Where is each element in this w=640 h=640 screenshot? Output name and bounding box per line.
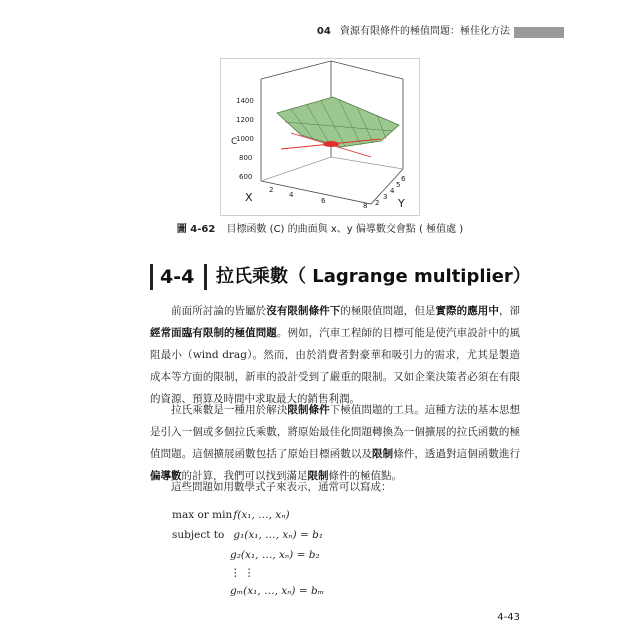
- c-axis-label: C: [231, 137, 238, 147]
- y-axis-label: Y: [398, 197, 405, 210]
- objective-surface: [277, 97, 399, 147]
- paragraph-3: [150, 476, 520, 498]
- c-tick: 600: [239, 173, 253, 181]
- section-number: 4-4: [160, 266, 195, 288]
- optimization-formula: [172, 505, 472, 605]
- figure-number: 圖 4-62: [176, 224, 216, 235]
- text: 這些問題如用數學式子來表示，通常可以寫成：: [171, 481, 392, 493]
- formula-expression: g₁(x₁, …, xₙ) = b₁: [233, 529, 324, 541]
- box-floor-front: [261, 169, 403, 204]
- c-tick: 800: [239, 154, 253, 162]
- figure-caption: [0, 220, 640, 235]
- formula-keyword: max or min: [172, 509, 233, 521]
- text: 條件的極值點。: [328, 470, 402, 482]
- c-tick: 1200: [236, 116, 254, 124]
- c-axis-ticks: [236, 97, 254, 181]
- y-tick: 5: [396, 181, 401, 189]
- extremum-point: [323, 141, 339, 147]
- paragraph-2: [150, 399, 520, 487]
- chapter-title: 資源有限條件的極值問題：極佳化方法: [340, 26, 510, 37]
- x-axis-ticks: [269, 186, 367, 210]
- bold-text: 經常面臨有限制的極值問題: [150, 327, 277, 339]
- formula-keyword: subject to: [172, 529, 225, 541]
- y-tick: 2: [375, 199, 380, 207]
- formula-line-objective: [172, 509, 290, 521]
- text: 的極限值問題，但是: [340, 305, 436, 317]
- text: 前面所討論的皆屬於: [171, 305, 267, 317]
- x-tick: 2: [269, 186, 274, 194]
- formula-line-constraint-1: [172, 529, 323, 541]
- figure-caption-text: 目標函數 (C) 的曲面與 x、y 偏導數交會點 ( 極值處 ): [226, 224, 464, 235]
- page-number: 4-43: [497, 612, 520, 623]
- formula-expression: g₂(x₁, …, xₙ) = b₂: [230, 549, 320, 561]
- header-text: [317, 24, 510, 40]
- formula-line-constraint-2: [230, 549, 320, 561]
- running-header: [0, 24, 640, 40]
- formula-line-constraint-m: [230, 585, 324, 597]
- y-tick: 6: [401, 175, 406, 183]
- text: 條件，透過對這個函數進行: [393, 448, 521, 460]
- y-tick: 4: [390, 187, 395, 195]
- x-axis-label: X: [245, 191, 253, 204]
- y-tick: 3: [383, 193, 388, 201]
- formula-ellipsis: ⋮ ⋮: [230, 567, 255, 579]
- text: 的計算，我們可以找到滿足: [181, 470, 308, 482]
- section-title: 拉氏乘數（ Lagrange multiplier）: [216, 266, 531, 287]
- text: 。例如，汽車工程師的目標可能是使汽車設計中的風阻最小（wind drag）。然而，由於消費者對豪華和吸引力的需求，尤其是製造成本等方面的限制，新車的設計受到了嚴重的限制。又如企業決策者必須在有限的資源、預算及時間中求取最大的銷售利潤。: [150, 327, 521, 405]
- c-tick: 1400: [236, 97, 254, 105]
- box-top-back: [261, 61, 403, 79]
- text: 拉氏乘數是一種用於解決: [171, 404, 288, 416]
- bold-text: 偏導數: [150, 470, 182, 482]
- heading-bar-left: [150, 264, 153, 290]
- text: ，卻: [498, 305, 521, 317]
- c-tick: 1000: [236, 135, 254, 143]
- heading-bar-middle: [204, 264, 207, 290]
- bold-text: 實際的應用中: [435, 305, 499, 317]
- text: 下極值問題的工具。這種方法的基本思想是引入一個或多個拉氏乘數，將原始最佳化問題轉換為一個擴展的拉氏函數的極值問題。這個擴展函數包括了原始目標函數以及: [150, 404, 521, 460]
- paragraph-1: [150, 300, 520, 410]
- header-bar: [514, 27, 564, 38]
- surface-plot-svg: [221, 59, 419, 215]
- x-tick: 6: [321, 197, 326, 205]
- box-floor-back: [261, 157, 403, 181]
- figure-surface-plot: [220, 58, 420, 216]
- formula-expression: f(x₁, …, xₙ): [233, 509, 290, 521]
- bold-text: 限制: [372, 448, 394, 460]
- x-tick: 8: [363, 202, 368, 210]
- bold-text: 沒有限制條件下: [266, 305, 341, 317]
- section-heading: [150, 262, 531, 294]
- bold-text: 限制: [307, 470, 329, 482]
- bold-text: 限制條件: [287, 404, 330, 416]
- chapter-number: 04: [316, 26, 331, 37]
- formula-expression: gₘ(x₁, …, xₙ) = bₘ: [230, 585, 325, 597]
- x-tick: 4: [289, 191, 294, 199]
